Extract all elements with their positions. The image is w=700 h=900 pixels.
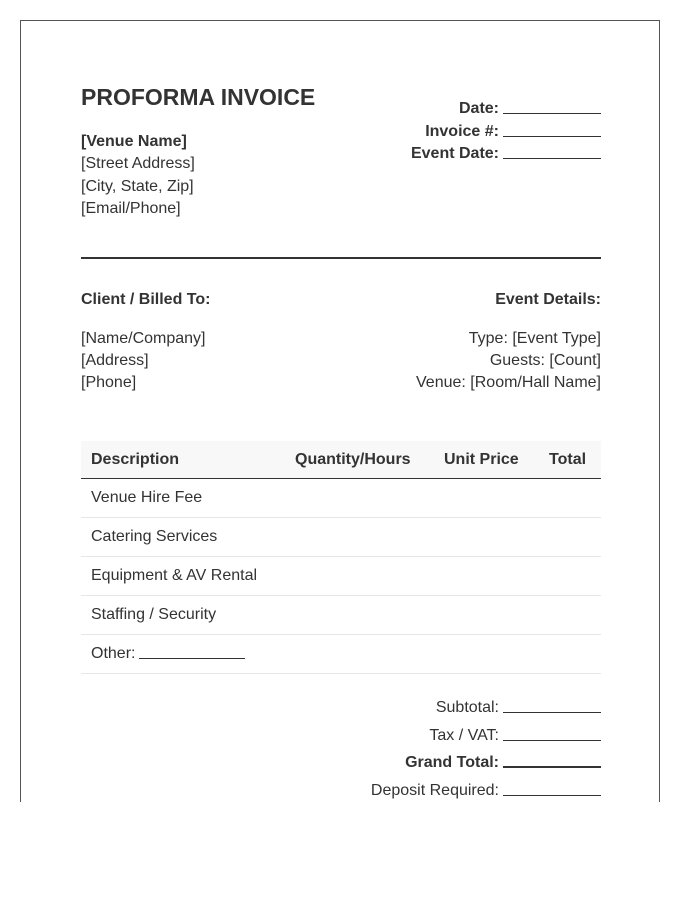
meta-event-date-label: Event Date: [410, 145, 499, 162]
grand-total-row [371, 749, 601, 777]
meta-date-row [411, 98, 601, 121]
deposit-row [371, 777, 601, 805]
tax-label: Tax / VAT: [429, 726, 499, 744]
meta-invoice-number-row [411, 121, 601, 144]
venue-street: [Street Address] [81, 155, 195, 173]
row-description: Staffing / Security [91, 606, 217, 623]
subtotal-blank [503, 698, 601, 713]
row-description-other [91, 635, 245, 673]
venue-name: [Venue Name] [81, 133, 187, 150]
invoice-meta [411, 98, 601, 166]
venue-block [81, 131, 195, 220]
client-section [81, 289, 210, 394]
meta-date-label: Date: [458, 100, 499, 117]
row-description: Catering Services [91, 528, 218, 545]
header-quantity-hours: Quantity/Hours [295, 451, 411, 468]
event-heading: Event Details: [495, 291, 601, 308]
venue-contact: [Email/Phone] [81, 199, 181, 217]
table-row [81, 479, 601, 518]
tax-row [371, 722, 601, 750]
invoice-page [20, 20, 660, 802]
invoice-title: PROFORMA INVOICE [81, 84, 316, 110]
client-phone: [Phone] [81, 374, 137, 391]
event-type: Type: [Event Type] [468, 330, 601, 347]
subtotal-label: Subtotal: [435, 699, 499, 716]
header-description: Description [91, 451, 180, 468]
table-row [81, 518, 601, 557]
other-label: Other: [91, 645, 136, 662]
totals-block [371, 694, 601, 804]
table-row [81, 635, 601, 674]
meta-invoice-number-label: Invoice #: [425, 122, 499, 140]
tax-blank [503, 726, 601, 741]
grand-total-label: Grand Total: [405, 754, 499, 771]
row-description: Venue Hire Fee [91, 489, 203, 506]
meta-invoice-number-blank [503, 122, 601, 137]
deposit-blank [503, 781, 601, 796]
client-heading: Client / Billed To: [81, 291, 211, 308]
other-blank [139, 644, 245, 659]
header-divider [81, 257, 601, 259]
row-description: Equipment & AV Rental [91, 567, 258, 584]
subtotal-row [371, 694, 601, 722]
event-section [416, 289, 601, 394]
table-header [81, 441, 601, 479]
line-items-table [81, 441, 601, 674]
meta-date-blank [503, 99, 601, 114]
client-name: [Name/Company] [81, 330, 206, 347]
event-venue: Venue: [Room/Hall Name] [416, 374, 601, 391]
table-row [81, 596, 601, 635]
meta-event-date-row [411, 143, 601, 166]
table-row [81, 557, 601, 596]
header-unit-price: Unit Price [444, 451, 519, 468]
header-total: Total [549, 451, 587, 468]
deposit-label: Deposit Required: [370, 781, 499, 799]
client-address: [Address] [81, 352, 149, 369]
venue-city: [City, State, Zip] [81, 177, 194, 195]
grand-total-blank [503, 752, 601, 768]
meta-event-date-blank [503, 144, 601, 159]
event-guests: Guests: [Count] [489, 352, 601, 369]
